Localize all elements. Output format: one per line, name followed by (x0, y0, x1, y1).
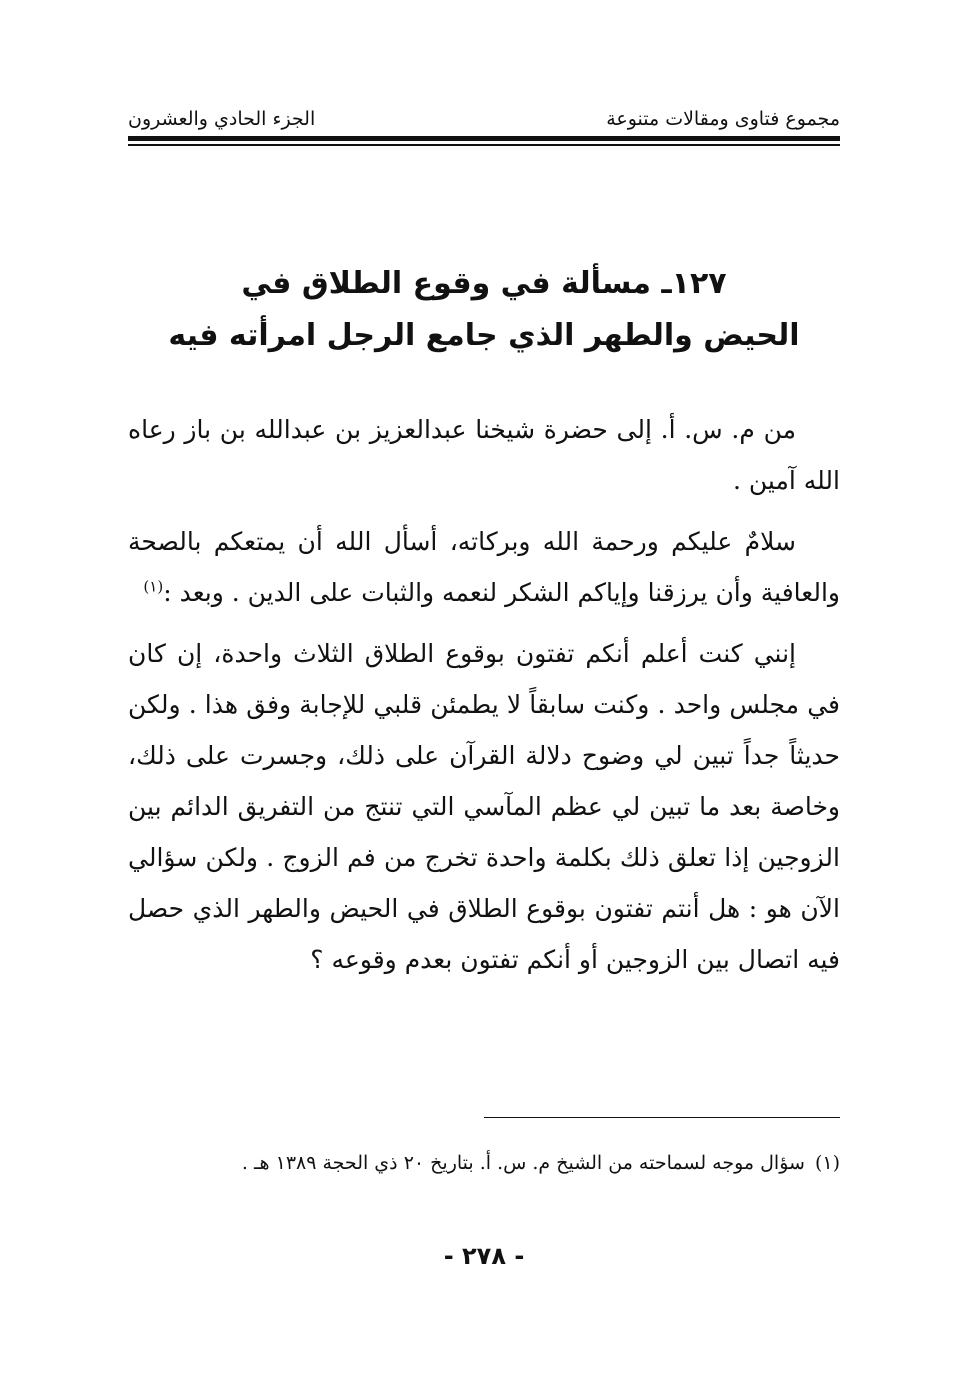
page-number: - ٢٧٨ - (443, 1242, 525, 1270)
footnote-mark: (١) (814, 1152, 840, 1174)
footnote-text: سؤال موجه لسماحته من الشيخ م. س. أ. بتاريخ ٢٠ ذي الحجة ١٣٨٩ هـ . (241, 1152, 805, 1174)
section-title-line-1: ١٢٧ـ مسألة في وقوع الطلاق في (241, 266, 727, 302)
paragraph-question: إنني كنت أعلم أنكم تفتون بوقوع الطلاق الثلاث واحدة، إن كان في مجلس واحد . وكنت سابقاً لا يطمئن قلبي للإجابة وفق هذا . ولكن حديثاً جداً تبين لي وضوح دلالة القرآن على ذلك، وجسرت على ذلك، وخاصة بعد ما تبين لي عظم المآسي التي تنتج من التفريق الدائم بين الزوجين إذا تعلق ذلك بكلمة واحدة تخرج من فم الزوج . ولكن سؤالي الآن هو : هل أنتم تفتون بوقوع الطلاق في الحيض والطهر الذي حصل فيه اتصال بين الزوجين أو أنكم تفتون بعدم وقوعه ؟ (128, 639, 840, 974)
header-book-title: مجموع فتاوى ومقالات متنوعة (606, 108, 840, 130)
section-title (128, 258, 840, 362)
footnote-divider (484, 1117, 840, 1118)
footnote (128, 1144, 840, 1182)
header-rule-thick (128, 136, 840, 141)
section-title-line-2: الحيض والطهر الذي جامع الرجل امرأته فيه (168, 318, 800, 354)
paragraph-addressee: من م. س. أ. إلى حضرة شيخنا عبدالعزيز بن عبدالله بن باز رعاه الله آمين . (128, 415, 840, 495)
running-header (128, 104, 840, 134)
paragraph-greeting (128, 516, 840, 618)
header-volume: الجزء الحادي والعشرون (128, 108, 316, 130)
header-rule-thin (128, 144, 840, 146)
body-text (128, 404, 840, 995)
paragraph-greeting-text: سلامٌ عليكم ورحمة الله وبركاته، أسأل الله أن يمتعكم بالصحة والعافية وأن يرزقنا وإياكم الشكر لنعمه والثبات على الدين . وبعد : (128, 527, 840, 607)
footnote-reference: (١) (143, 577, 164, 596)
